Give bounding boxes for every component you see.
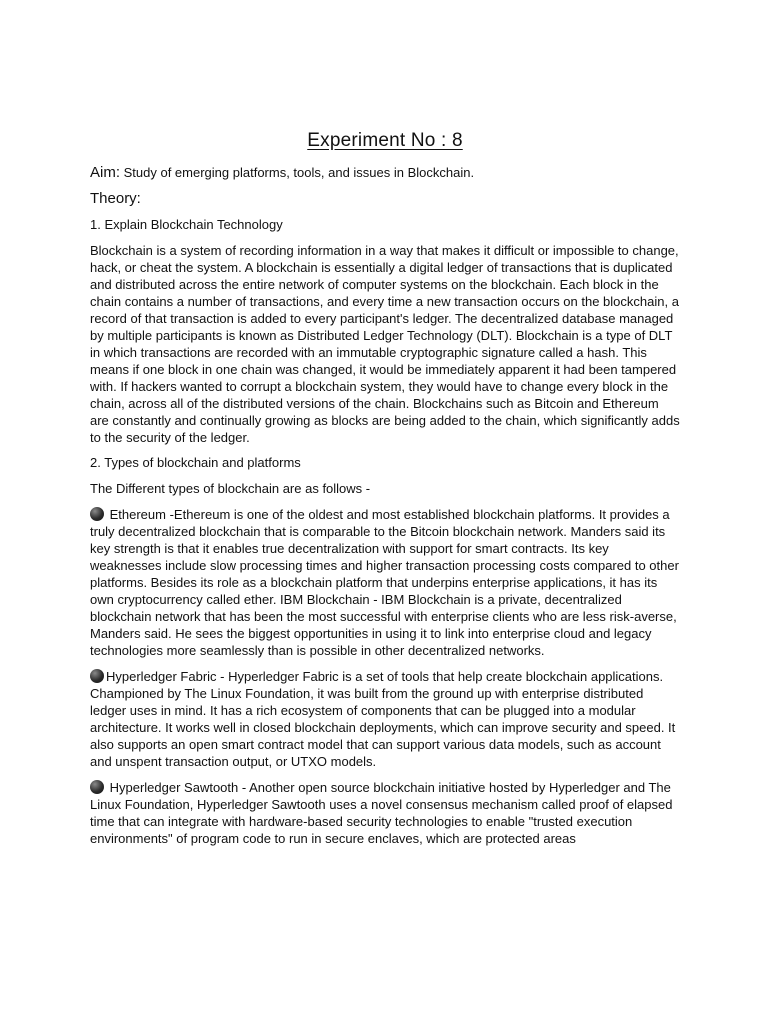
section1-heading: 1. Explain Blockchain Technology <box>90 217 283 232</box>
section1-body: Blockchain is a system of recording information in a way that makes it difficult or impossible to change, hack, or cheat the system. A blockchain is essentially a digital ledger of transactions that is duplicated and distributed across the entire network of computer systems on the blockchain. Each block in the chain contains a number of transactions, and every time a new transaction occurs on the blockchain, a record of that transaction is added to every participant's ledger. The decentralized database managed by multiple participants is known as Distributed Ledger Technology (DLT). Blockchain is a type of DLT in which transactions are recorded with an immutable cryptographic signature called a hash. This means if one block in one chain was changed, it would be immediately apparent it had been tampered with. If hackers wanted to corrupt a blockchain system, they would have to change every block in the chain, across all of the distributed versions of the chain. Blockchains such as Bitcoin and Ethereum are constantly and continually growing as blocks are being added to the chain, which significantly adds to the security of the ledger. <box>90 243 680 445</box>
bullet-text: Ethereum -Ethereum is one of the oldest and most established blockchain platforms. It provides a truly decentralized blockchain that is comparable to the Bitcoin blockchain network. Manders said its key strength is that it enables true decentralization with support for smart contracts. Its key weaknesses include slow processing times and higher transaction processing costs compared to other platforms. Besides its role as a blockchain platform that underpins enterprise applications, it has its own cryptocurrency called ether. IBM Blockchain - IBM Blockchain is a private, decentralized blockchain network that has been the most successful with enterprise clients who are less risk-averse, Manders said. He sees the biggest opportunities in using it to link into enterprise cloud and legacy technologies more seamlessly than is possible in other decentralized networks. <box>90 507 679 658</box>
section2-intro: The Different types of blockchain are as follows - <box>90 481 371 496</box>
aim-label: Aim: <box>90 164 120 181</box>
bullet-text: Hyperledger Fabric - Hyperledger Fabric is a set of tools that help create blockchain applications. Championed by The Linux Foundation, it was built from the ground up with enterprise distributed ledger uses in mind. It has a rich ecosystem of components that can be plugged into a modular architecture. It works well in closed blockchain deployments, which can improve security and speed. It also supports an open smart contract model that can support various data models, such as account and unspent transaction output, or UTXO models. <box>90 669 676 769</box>
theory-label: Theory: <box>90 190 141 207</box>
section2-heading: 2. Types of blockchain and platforms <box>90 455 301 470</box>
bullet-paragraph-hyperledger-sawtooth <box>90 779 680 847</box>
bullet-paragraph-ethereum <box>90 506 680 659</box>
page-title: Experiment No : 8 <box>307 130 463 151</box>
document-page <box>90 120 680 856</box>
bullet-paragraph-hyperledger-fabric <box>90 668 680 770</box>
aim-text: Study of emerging platforms, tools, and issues in Blockchain. <box>123 165 475 180</box>
aim-line <box>90 164 680 181</box>
bullet-text: Hyperledger Sawtooth - Another open source blockchain initiative hosted by Hyperledger and The Linux Foundation, Hyperledger Sawtooth uses a novel consensus mechanism called proof of elapsed time that can integrate with hardware-based security technologies to enable "trusted execution environments" of program code to run in secure enclaves, which are protected areas <box>90 780 673 846</box>
black-circle-icon <box>90 780 104 794</box>
black-circle-icon <box>90 507 104 521</box>
black-circle-icon <box>90 669 104 683</box>
